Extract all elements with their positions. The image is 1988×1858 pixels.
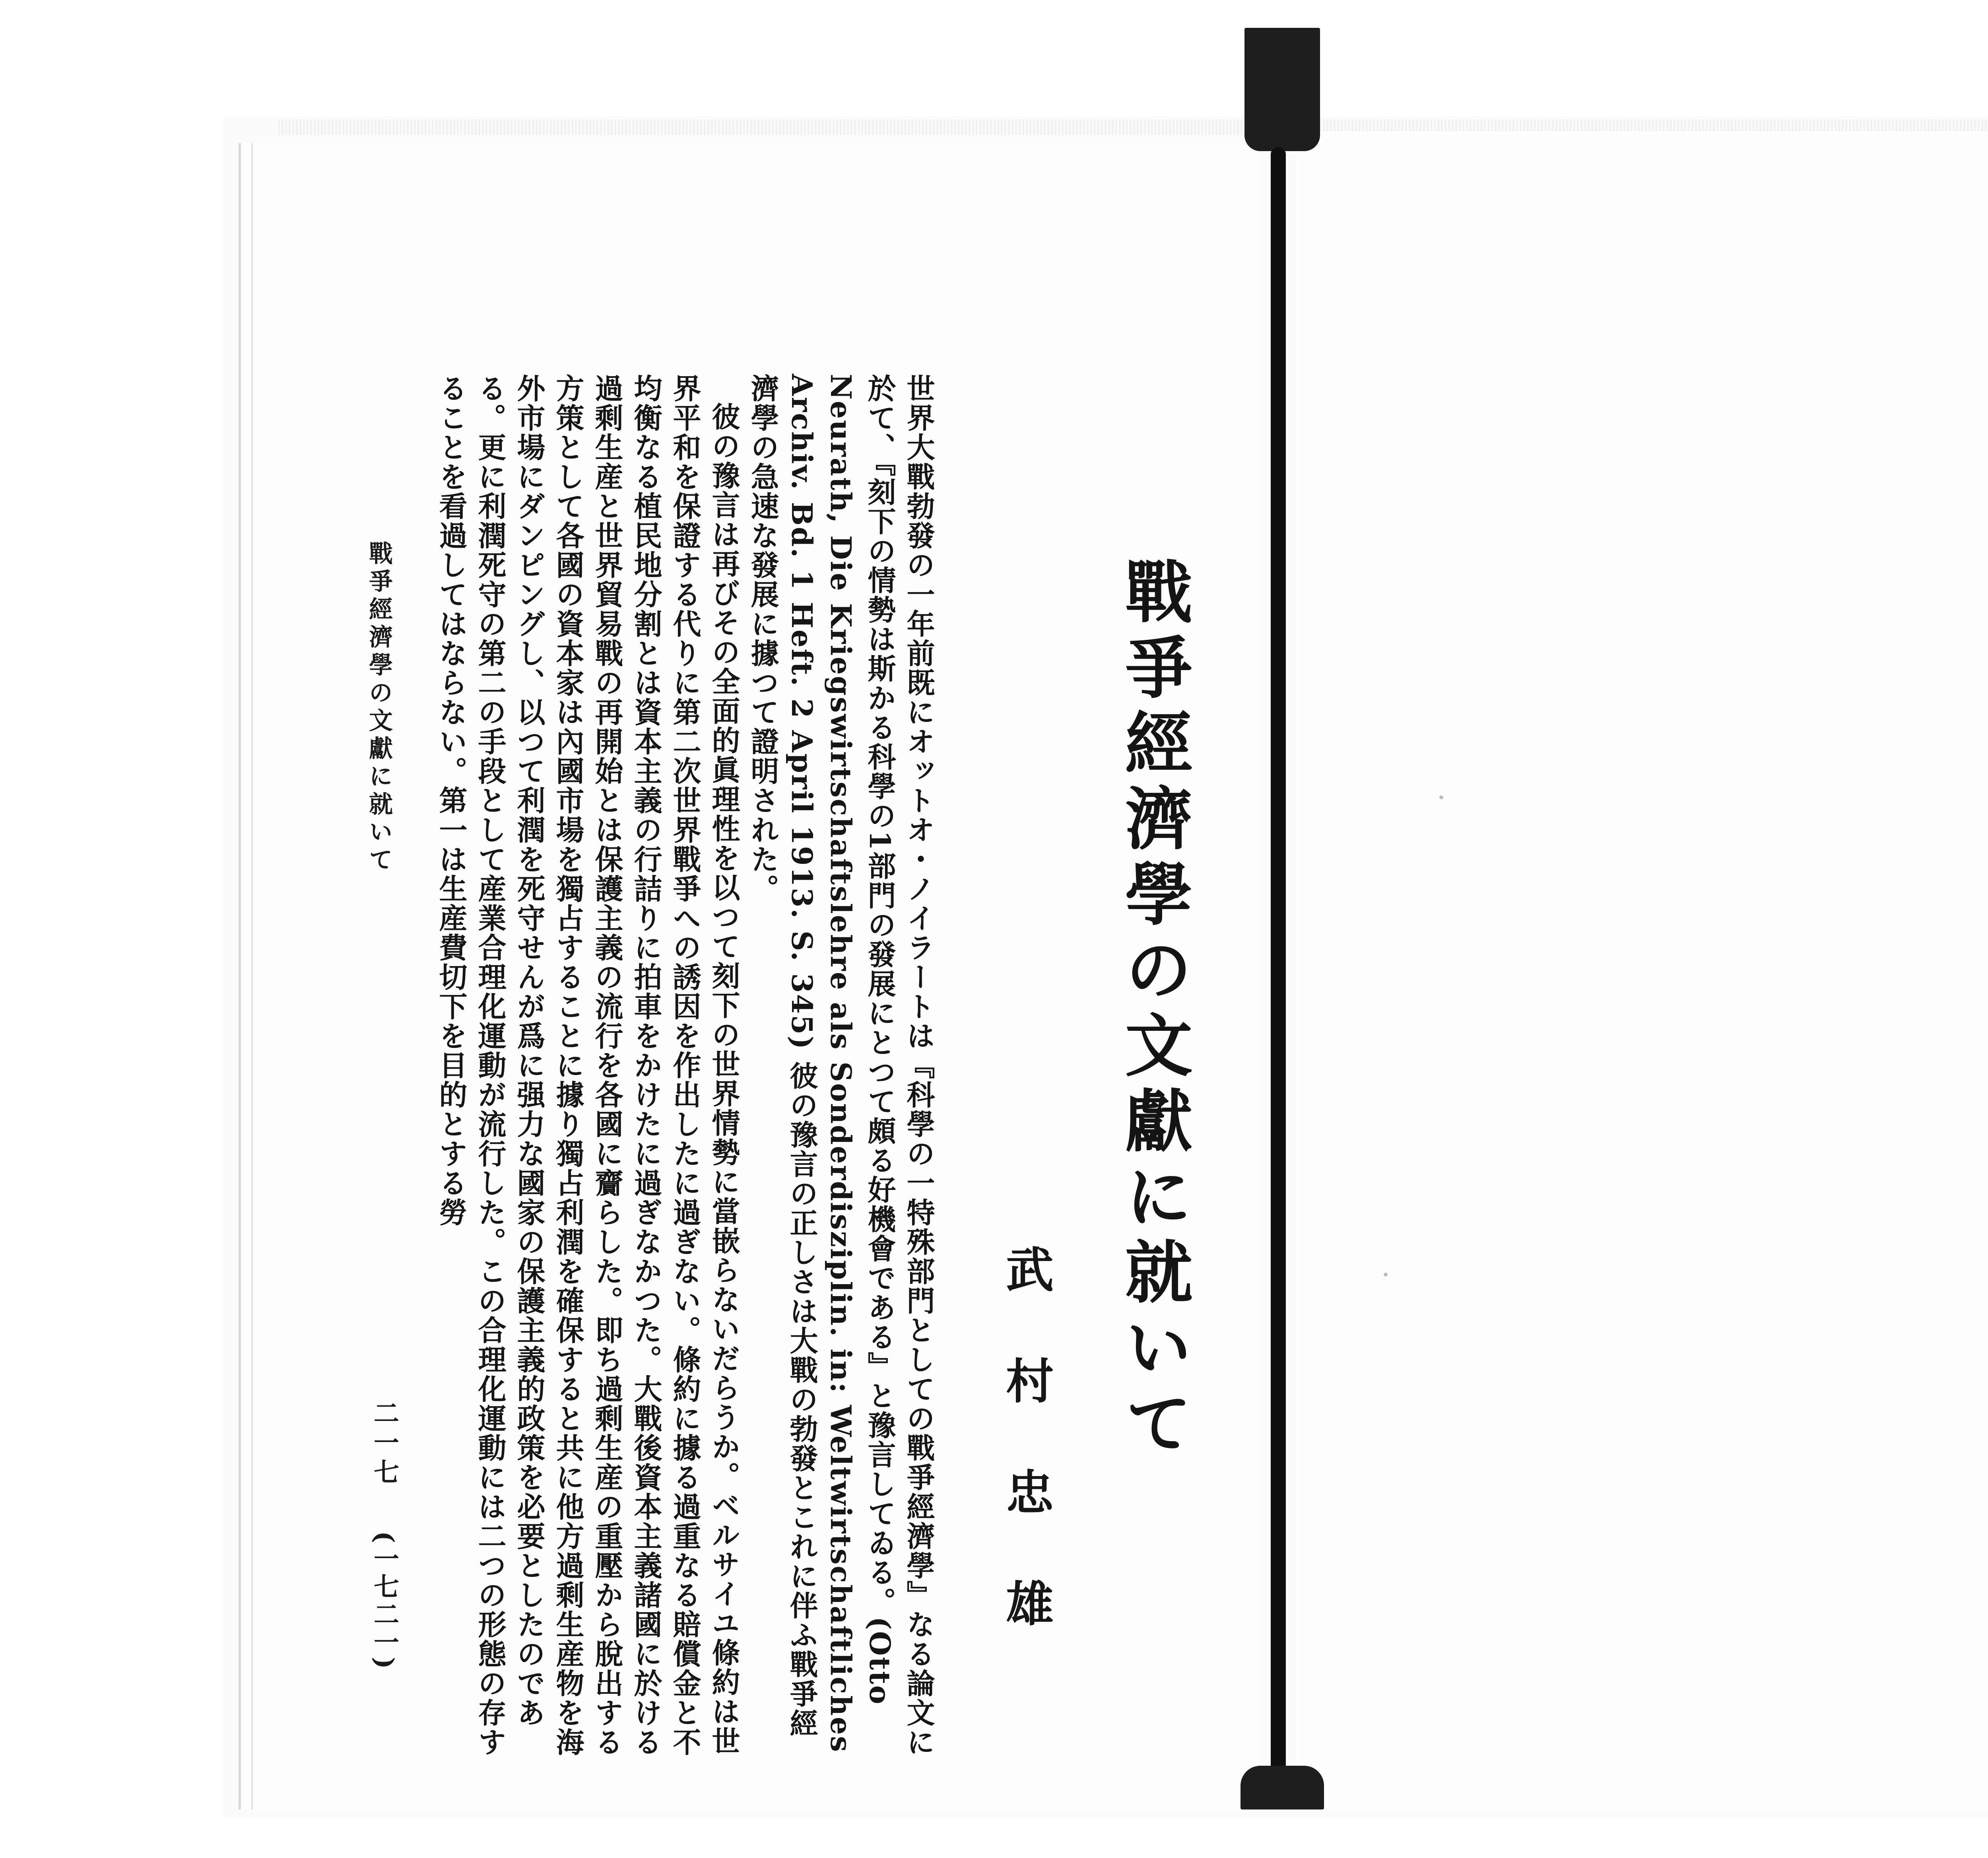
right-page <box>1296 131 1988 1809</box>
body-paragraph: 彼の豫言は再びその全面的眞理性を以つて刻下の世界情勢に當嵌らないだらうか。ベルサイユ條約は世界平和を保證する代りに第二次世界戰爭への誘因を作出したに過ぎない。條約に據る過重なる賠償金と不均衡なる植民地分割とは資本主義の行詰りに拍車をかけたに過ぎなかつた。大戰後資本主義諸國に於ける過剩生産と世界貿易戰の再開始とは保護主義の流行を各國に齎らした。即ち過剩生産の重壓から脫出する方策として各國の資本家は內國市場を獨占することに據り獨占利潤を確保すると共に他方過剩生産物を海外市場にダンピングし、以つて利潤を死守せんが爲に强力な國家の保護主義的政策を必要としたのである。更に利潤死守の第二の手段として産業合理化運動が流行した。この合理化運動には二つの形態の存することを看過してはならない。第一は生産費切下を目的とする勞 <box>435 374 741 1757</box>
cumulative-page-number: (一七二一) <box>369 1531 399 1671</box>
page-number: 二一七 <box>369 1400 399 1488</box>
scan-speckle <box>1439 795 1443 799</box>
article-author: 武村忠雄 <box>998 1245 1054 1690</box>
scan-speckle <box>1384 1273 1388 1277</box>
article-title: 戰爭經濟學の文獻に就いて <box>1113 557 1193 1463</box>
body-text <box>406 374 938 1758</box>
running-head: 戰爭經濟學の文獻に就いて <box>365 541 393 875</box>
binding-tab-top <box>1244 28 1320 151</box>
body-paragraph: 世界大戰勃發の一年前既にオットオ・ノイラートは『科學の一特殊部門としての戰爭經濟學』なる論文に於て、『刻下の情勢は斯かる科學の1部門の發展にとつて頗る好機會である』と豫言してゐる。(Otto Neurath, Die Kriegswirtschaftslehre als Sonderdisziplin. in: Weltwirtschaftliches Archiv. Bd. 1 Heft. 2 April 1913. S. 345) 彼の豫言の正しさは大戰の勃發とこれに伴ふ戰爭經濟學の急速な發展に據つて證明された。 <box>746 374 936 1757</box>
binding-tab-bottom <box>1241 1766 1324 1809</box>
book-binding <box>1271 147 1286 1782</box>
